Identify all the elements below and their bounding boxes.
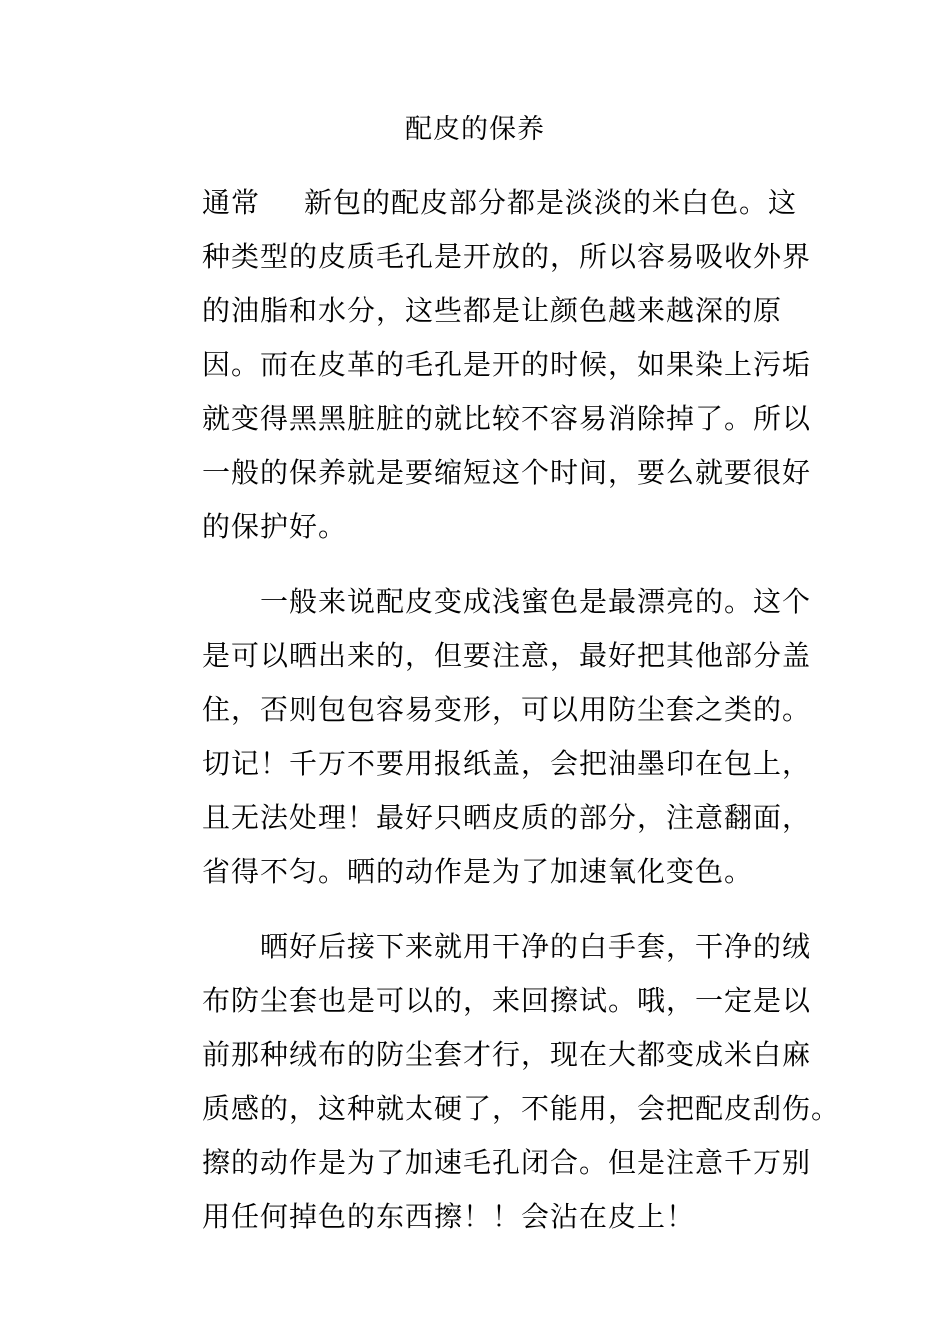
paragraph-line-text: 一般来说配皮变成浅蜜色是最漂亮的。这个 (260, 585, 812, 618)
paragraph-line (202, 575, 812, 629)
paragraph-line: 且无法处理！最好只晒皮质的部分，注意翻面， (202, 801, 812, 834)
paragraph-lead-word: 通常 (202, 186, 261, 219)
paragraph-line: 切记！千万不要用报纸盖，会把油墨印在包上， (202, 747, 812, 780)
paragraph-line: 就变得黑黑脏脏的就比较不容易消除掉了。所以 (202, 402, 812, 435)
paragraph-line (202, 920, 812, 974)
document-title: 配皮的保养 (405, 114, 545, 145)
paragraph-3 (202, 920, 841, 1244)
paragraph-line: 是可以晒出来的，但要注意，最好把其他部分盖 (202, 639, 812, 672)
paragraph-line-text: 晒好后接下来就用干净的白手套，干净的绒 (260, 930, 812, 963)
paragraph-1 (202, 176, 812, 554)
paragraph-line: 省得不匀。晒的动作是为了加速氧化变色。 (202, 855, 754, 888)
paragraph-line (202, 176, 808, 230)
paragraph-line: 擦的动作是为了加速毛孔闭合。但是注意千万别 (202, 1146, 812, 1179)
paragraph-line: 住，否则包包容易变形，可以用防尘套之类的。 (202, 693, 812, 726)
paragraph-line: 前那种绒布的防尘套才行，现在大都变成米白麻 (202, 1038, 812, 1071)
paragraph-line: 的保护好。 (202, 510, 348, 543)
paragraph-line: 布防尘套也是可以的，来回擦试。哦，一定是以 (202, 984, 812, 1017)
paragraph-2 (202, 575, 812, 899)
paragraph-line: 因。而在皮革的毛孔是开的时候，如果染上污垢 (202, 348, 812, 381)
paragraph-line: 的油脂和水分，这些都是让颜色越来越深的原 (202, 294, 783, 327)
paragraph-line-text: 新包的配皮部分都是淡淡的米白色。这 (304, 186, 798, 219)
paragraph-line: 一般的保养就是要缩短这个时间，要么就要很好 (202, 456, 812, 489)
paragraph-line: 种类型的皮质毛孔是开放的，所以容易吸收外界 (202, 240, 812, 273)
paragraph-line: 用任何掉色的东西擦！！会沾在皮上！ (202, 1200, 696, 1233)
paragraph-line: 质感的，这种就太硬了，不能用，会把配皮刮伤。 (202, 1092, 841, 1125)
